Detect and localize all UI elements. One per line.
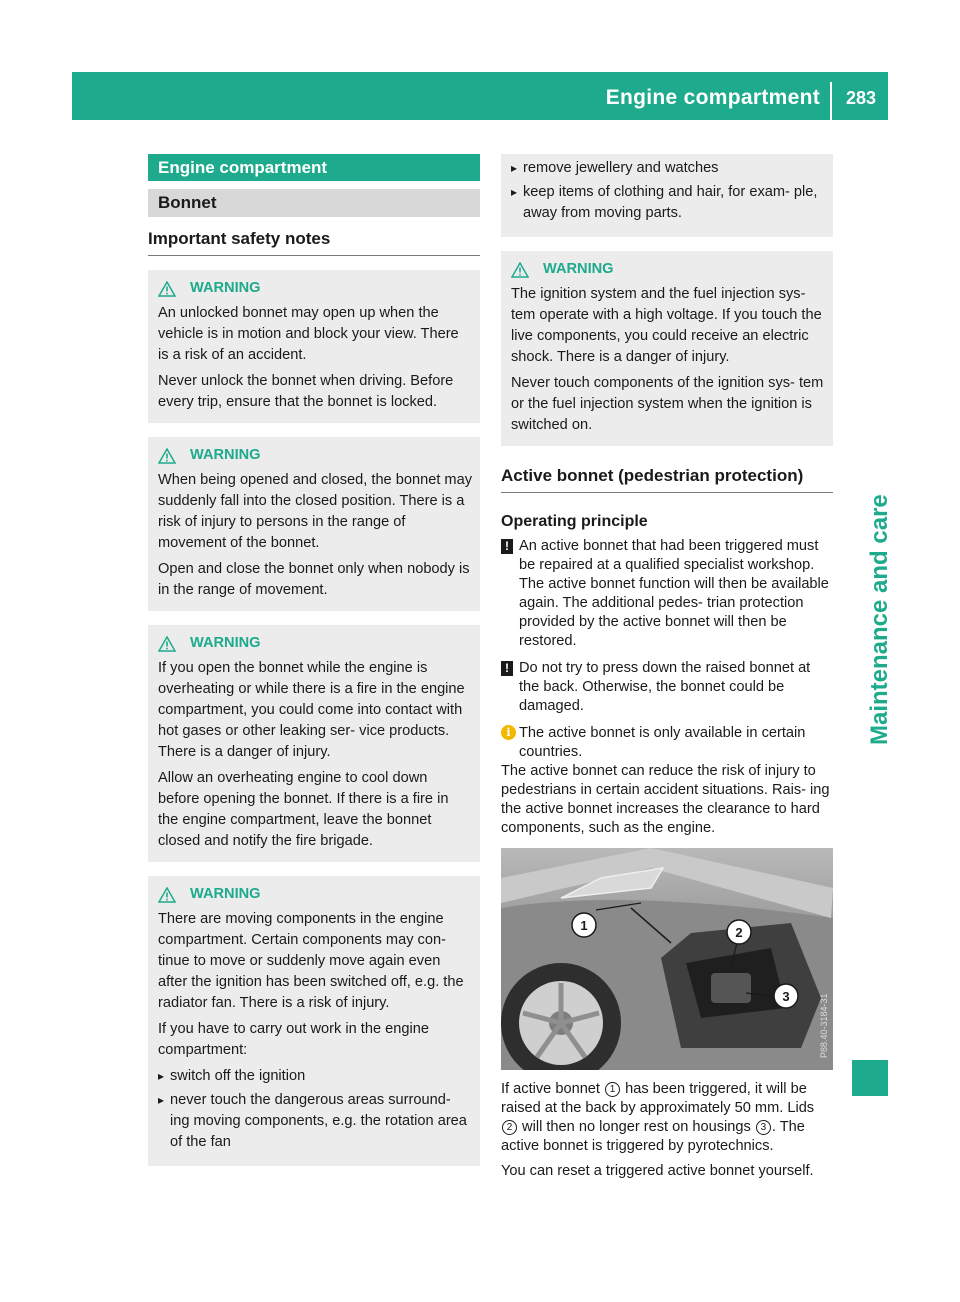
- caution-note: [501, 659, 833, 716]
- caution-note: [501, 537, 833, 651]
- section-title: Engine compartment: [148, 154, 480, 181]
- info-note: [501, 724, 833, 762]
- note-text: The active bonnet is only available in certain countries.: [519, 725, 806, 760]
- page-header: [72, 72, 888, 120]
- warning-box-5: [501, 251, 833, 446]
- note-text: An active bonnet that had been triggered must be repaired at a qualified specialist workshop. The active bonnet function will then be available again. The additional pedes- trian protection provided by the active bonnet will then be restored.: [519, 538, 829, 649]
- header-title: Engine compartment: [605, 86, 820, 109]
- figure-code: P88.40-3184-31: [819, 993, 829, 1058]
- subheading-operating-principle: Operating principle: [501, 513, 648, 530]
- side-tab-marker: [852, 1060, 888, 1096]
- caution-icon: !: [501, 661, 513, 676]
- warning-text: An unlocked bonnet may open up when the vehicle is in motion and block your view. There is a risk of an accident.: [158, 305, 459, 363]
- list-item: ▸ remove jewellery and watches: [511, 158, 825, 179]
- callout-2: 2: [502, 1120, 517, 1135]
- warning-text: When being opened and closed, the bonnet may suddenly fall into the closed position. There is a risk of injury to persons in the range of movement of the bonnet.: [158, 472, 472, 551]
- body-paragraph: You can reset a triggered active bonnet yourself.: [501, 1163, 814, 1179]
- bullet-list: [158, 1066, 472, 1153]
- warning-text: Allow an overheating engine to cool down before opening the bonnet. If there is a fire in the engine compartment, leave the bonnet closed and notify the fire brigade.: [158, 770, 449, 849]
- caption-text: will then no longer rest on housings: [518, 1119, 755, 1135]
- subsection-title: Bonnet: [148, 189, 480, 217]
- warning-box-1: [148, 270, 480, 423]
- figure-caption-paragraph: [501, 1080, 833, 1156]
- warning-title: WARNING: [190, 447, 261, 463]
- body-paragraph: The active bonnet can reduce the risk of injury to pedestrians in certain accident situations. Rais- ing the active bonnet increases the clearance to hard components, such as the engine.: [501, 763, 830, 836]
- warning-text: There are moving components in the engine compartment. Certain components may con- tinue to move or suddenly move again even after the ignition has been switched off, e.g. the radiator fan. There is a risk of injury.: [158, 911, 464, 1011]
- warning-triangle-icon: [158, 281, 176, 297]
- warning-text: Never unlock the bonnet when driving. Before every trip, ensure that the bonnet is locked.: [158, 373, 454, 410]
- warning-text: If you have to carry out work in the engine compartment:: [158, 1021, 429, 1058]
- callout-1: 1: [605, 1082, 620, 1097]
- callout-2-label: 2: [735, 925, 743, 940]
- heading-safety-notes: Important safety notes: [148, 229, 480, 256]
- header-divider: [830, 82, 832, 120]
- page-number: 283: [845, 88, 876, 108]
- note-text: Do not try to press down the raised bonnet at the back. Otherwise, the bonnet could be damaged.: [519, 660, 811, 714]
- warning-title: WARNING: [190, 280, 261, 296]
- warning-triangle-icon: [511, 262, 529, 278]
- side-tab-label: Maintenance and care: [866, 494, 893, 745]
- caution-icon: !: [501, 539, 513, 554]
- list-item: ▸ switch off the ignition: [158, 1066, 472, 1087]
- list-item: ▸ never touch the dangerous areas surround- ing moving components, e.g. the rotation area of the fan: [158, 1090, 472, 1153]
- list-item: ▸ keep items of clothing and hair, for exam- ple, away from moving parts.: [511, 182, 825, 224]
- warning-box-4: [148, 876, 480, 1166]
- caption-text: If active bonnet: [501, 1081, 605, 1097]
- callout-3-label: 3: [782, 989, 790, 1004]
- warning-triangle-icon: [158, 448, 176, 464]
- warning-text: If you open the bonnet while the engine is overheating or while there is a fire in the engine compartment, you could come into contact with hot gases or other leaking ser- vice products. There is a danger of injury.: [158, 660, 465, 760]
- right-column: [501, 154, 833, 1181]
- warning-triangle-icon: [158, 887, 176, 903]
- warning-box-2: [148, 437, 480, 611]
- warning-text: Never touch components of the ignition sys- tem or the fuel injection system when the ignition is switched on.: [511, 375, 824, 433]
- heading-active-bonnet: Active bonnet (pedestrian protection): [501, 466, 833, 493]
- warning-text: The ignition system and the fuel injection sys- tem operate with a high voltage. If you touch the live components, you could receive an electric shock. There is a danger of injury.: [511, 286, 822, 365]
- bullet-list: [511, 158, 825, 224]
- caption-text: . The active bonnet is triggered by pyrotechnics.: [501, 1119, 805, 1154]
- warning-title: WARNING: [543, 261, 614, 277]
- warning-box-continued: [501, 154, 833, 237]
- callout-3: 3: [756, 1120, 771, 1135]
- warning-box-3: [148, 625, 480, 862]
- caption-text: has been triggered, it will be raised at the back by approximately 50 mm. Lids: [501, 1081, 815, 1116]
- left-column: [148, 154, 480, 1166]
- car-illustration: [501, 848, 833, 1070]
- warning-title: WARNING: [190, 886, 261, 902]
- warning-title: WARNING: [190, 635, 261, 651]
- info-icon: i: [501, 725, 516, 740]
- warning-triangle-icon: [158, 636, 176, 652]
- active-bonnet-illustration: [501, 848, 833, 1070]
- callout-1-label: 1: [580, 918, 588, 933]
- warning-text: Open and close the bonnet only when nobody is in the range of movement.: [158, 561, 470, 598]
